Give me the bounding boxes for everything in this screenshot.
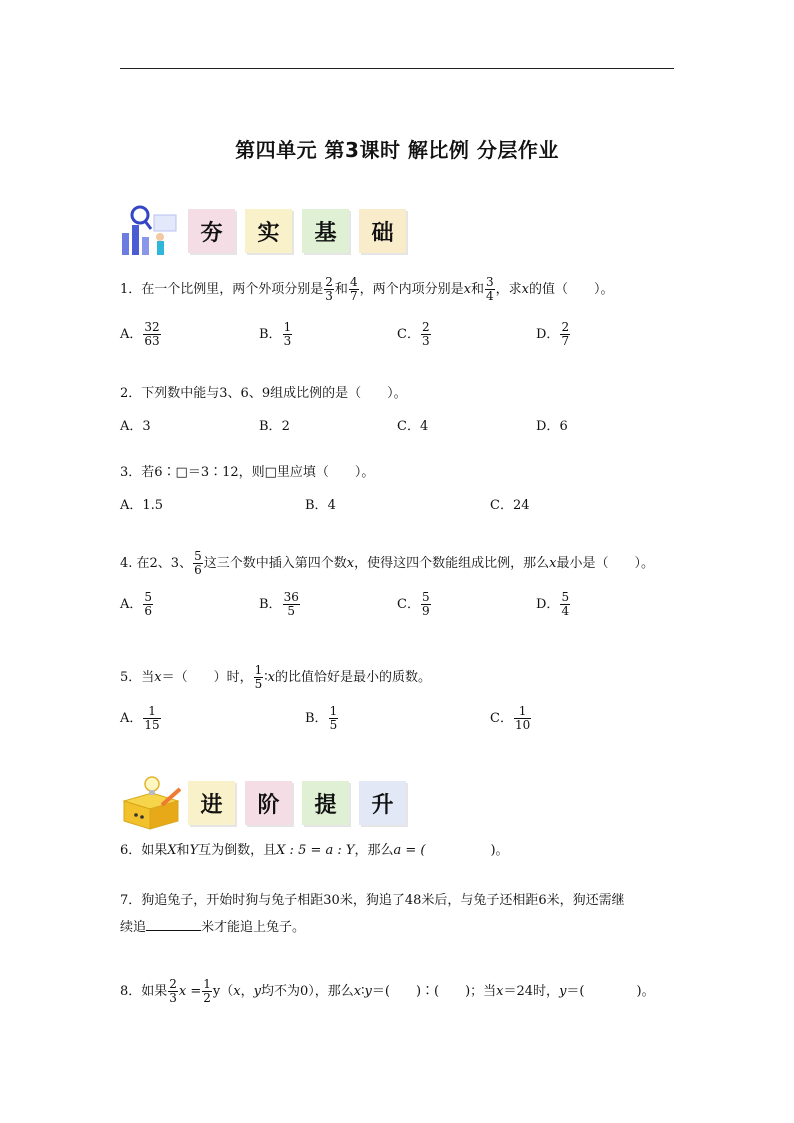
q4-option-b[interactable]: B． $\frac{36}{5}$ <box>259 590 299 618</box>
fraction: $\frac{1}{5}$ <box>254 663 263 691</box>
q3-option-a[interactable]: A．1.5 <box>120 498 164 513</box>
fraction: $\frac{1}{2}$ <box>203 977 211 1005</box>
q2-option-d[interactable]: D．6 <box>536 419 568 434</box>
question-2: 2．下列数中能与3、6、9组成比例的是（ ）。 <box>120 386 407 401</box>
question-4: 4. 在2、3、 $\frac{5}{6}$ 这三个数中插入第四个数x，使得这四个数能组成比例，那么x最小是（ ）。 <box>120 549 654 577</box>
page-title: 第四单元 第3课时 解比例 分层作业 <box>235 138 559 162</box>
banner-char: 提 <box>302 781 349 825</box>
chart-magnifier-icon <box>118 203 180 259</box>
q4-option-d[interactable]: D． $\frac{5}{4}$ <box>536 590 570 618</box>
answer-blank[interactable] <box>146 918 201 931</box>
banner-char: 实 <box>245 209 292 253</box>
section2-banner <box>188 781 406 825</box>
banner-char: 进 <box>188 781 235 825</box>
fraction: $\frac{3}{4}$ <box>485 275 494 303</box>
question-6: 6．如果X和Y互为倒数，且X : 5 = a : Y，那么a = ( )。 <box>120 843 509 858</box>
banner-char: 升 <box>359 781 406 825</box>
idea-box-icon <box>118 775 184 831</box>
question-8: 8．如果 $\frac{2}{3}$ x = $\frac{1}{2}$ y（x，y均不为0），那么x∶y＝( )∶( )；当x＝24时，y＝( )。 <box>120 977 655 1005</box>
banner-char: 基 <box>302 209 349 253</box>
q3-option-c[interactable]: C．24 <box>490 498 530 513</box>
fraction: $\frac{5}{6}$ <box>194 549 202 577</box>
section1-illustration <box>118 203 180 259</box>
q1-option-b[interactable]: B． $\frac{1}{3}$ <box>259 320 292 348</box>
q5-option-a[interactable]: A． $\frac{1}{15}$ <box>120 704 160 732</box>
section1-banner <box>188 209 406 253</box>
banner-char: 阶 <box>245 781 292 825</box>
q2-option-a[interactable]: A．3 <box>120 419 151 434</box>
q5-option-b[interactable]: B． $\frac{1}{5}$ <box>305 704 338 732</box>
q4-option-c[interactable]: C． $\frac{5}{9}$ <box>397 590 430 618</box>
q2-option-b[interactable]: B．2 <box>259 419 290 434</box>
banner-char: 础 <box>359 209 406 253</box>
question-3: 3．若6∶□＝3∶12，则□里应填（ ）。 <box>120 465 375 480</box>
fraction: $\frac{2}{3}$ <box>169 977 177 1005</box>
q2-option-c[interactable]: C．4 <box>397 419 429 434</box>
q1-option-c[interactable]: C． $\frac{2}{3}$ <box>397 320 430 348</box>
question-1: 1．在一个比例里，两个外项分别是 $\frac{2}{3}$ 和 $\frac{4}{7}$ ，两个内项分别是x和 $\frac{3}{4}$ ，求x的值（ ）。 <box>120 275 614 303</box>
fraction: $\frac{2}{3}$ <box>325 275 333 303</box>
question-7-line2: 续追 米才能追上兔子。 <box>120 920 306 935</box>
fraction: $\frac{4}{7}$ <box>349 275 358 303</box>
q5-option-c[interactable]: C． $\frac{1}{10}$ <box>490 704 531 732</box>
banner-char: 夯 <box>188 209 235 253</box>
q1-option-d[interactable]: D． $\frac{2}{7}$ <box>536 320 570 348</box>
header-rule <box>120 68 674 69</box>
q4-option-a[interactable]: A． $\frac{5}{6}$ <box>120 590 153 618</box>
question-7-line1: 7．狗追兔子，开始时狗与兔子相距30米，狗追了48米后，与兔子还相距6米，狗还需继 <box>120 893 625 908</box>
q1-option-a[interactable]: A． $\frac{32}{63}$ <box>120 320 160 348</box>
question-5: 5．当x＝（ ）时， $\frac{1}{5}$ ∶x的比值恰好是最小的质数。 <box>120 663 432 691</box>
q3-option-b[interactable]: B．4 <box>305 498 336 513</box>
section2-illustration <box>118 775 184 831</box>
